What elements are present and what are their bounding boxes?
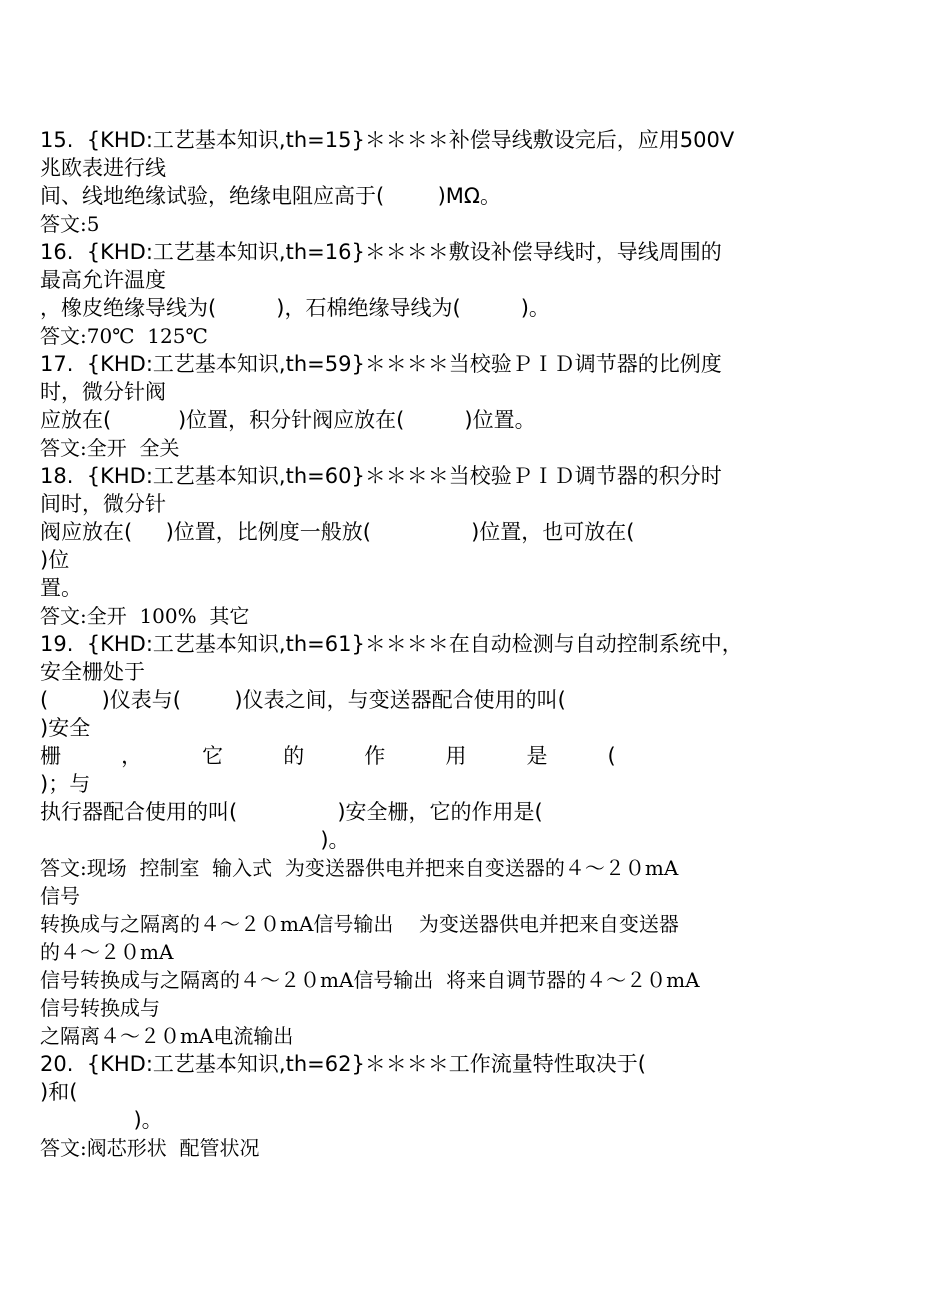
answer-line: 之隔离４～２０mA电流输出 xyxy=(40,1024,294,1048)
answer-line: 转换成与之隔离的４～２０mA信号输出 为变送器供电并把来自变送器 xyxy=(40,912,679,936)
answer-line: 信号转换成与之隔离的４～２０mA信号输出 将来自调节器的４～２０mA xyxy=(40,968,700,992)
question-line: 栅 ， 它 的 作 用 是 ( xyxy=(40,744,616,768)
answer-line: 信号转换成与 xyxy=(40,996,160,1020)
question-line: )和( xyxy=(40,1080,78,1104)
question-line: )安全 xyxy=(40,716,91,740)
question-line: 18. {KHD:工艺基本知识,th=60}＊＊＊＊当校验ＰＩＤ调节器的积分时 xyxy=(40,464,722,488)
question-line: )。 xyxy=(40,828,350,852)
question-line: 15. {KHD:工艺基本知识,th=15}＊＊＊＊补偿导线敷设完后，应用500V xyxy=(40,128,735,152)
answer-line: 答文:全开 100% 其它 xyxy=(40,604,250,628)
question-line: )；与 xyxy=(40,772,91,796)
question-line: ，橡皮绝缘导线为( )，石棉绝缘导线为( )。 xyxy=(40,296,550,320)
answer-line: 答文:全开 全关 xyxy=(40,436,180,460)
answer-line: 的４～２０mA xyxy=(40,940,174,964)
question-line: 安全栅处于 xyxy=(40,660,145,684)
question-line: 执行器配合使用的叫( )安全栅，它的作用是( xyxy=(40,800,543,824)
question-line: 应放在( )位置，积分针阀应放在( )位置。 xyxy=(40,408,536,432)
answer-line: 答文:现场 控制室 输入式 为变送器供电并把来自变送器的４～２０mA xyxy=(40,856,679,880)
document-page xyxy=(40,126,910,1162)
answer-line: 信号 xyxy=(40,884,80,908)
question-line: 兆欧表进行线 xyxy=(40,156,166,180)
question-line: 时，微分针阀 xyxy=(40,380,166,404)
question-line: 置。 xyxy=(40,576,82,600)
answer-line: 答文:阀芯形状 配管状况 xyxy=(40,1136,260,1160)
question-line: ( )仪表与( )仪表之间，与变送器配合使用的叫( xyxy=(40,688,566,712)
question-line: 17. {KHD:工艺基本知识,th=59}＊＊＊＊当校验ＰＩＤ调节器的比例度 xyxy=(40,352,722,376)
question-line: 间、线地绝缘试验，绝缘电阻应高于( )MΩ。 xyxy=(40,184,501,208)
question-line: 20. {KHD:工艺基本知识,th=62}＊＊＊＊工作流量特性取决于( xyxy=(40,1052,647,1076)
question-line: 19. {KHD:工艺基本知识,th=61}＊＊＊＊在自动检测与自动控制系统中， xyxy=(40,632,743,656)
answer-line: 答文:70℃ 125℃ xyxy=(40,324,208,348)
question-line: )。 xyxy=(40,1108,163,1132)
answer-line: 答文:5 xyxy=(40,212,100,236)
question-line: 阀应放在( )位置，比例度一般放( )位置，也可放在( xyxy=(40,520,635,544)
question-line: )位 xyxy=(40,548,70,572)
question-line: 间时，微分针 xyxy=(40,492,166,516)
question-line: 最高允许温度 xyxy=(40,268,166,292)
question-line: 16. {KHD:工艺基本知识,th=16}＊＊＊＊敷设补偿导线时，导线周围的 xyxy=(40,240,722,264)
